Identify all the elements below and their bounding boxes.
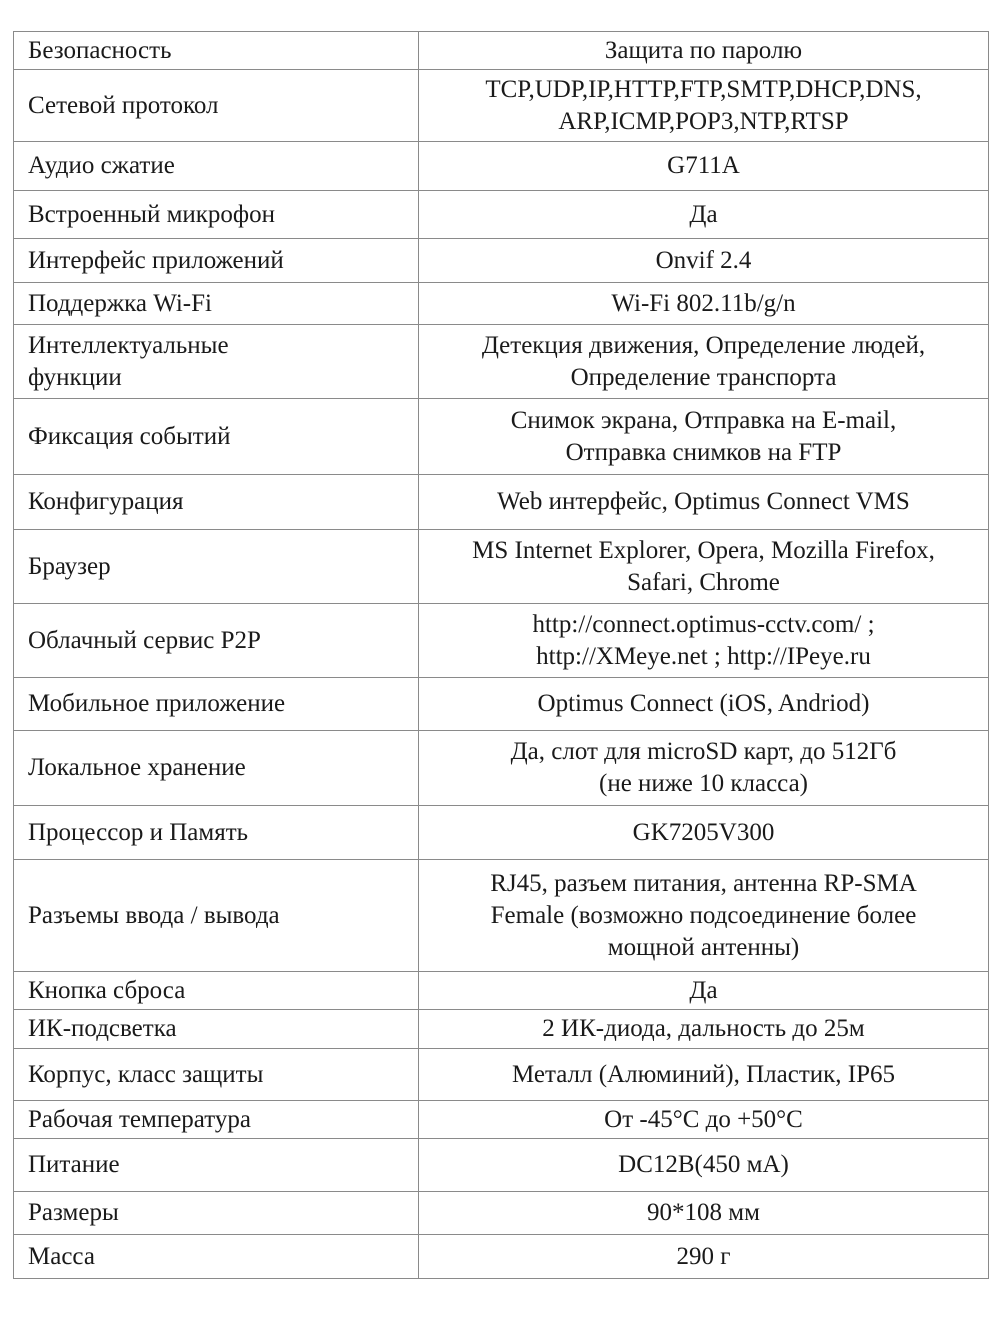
table-row <box>14 604 989 678</box>
row-value <box>419 325 989 399</box>
row-label: Встроенный микрофон <box>14 191 419 239</box>
row-label: Кнопка сброса <box>14 972 419 1010</box>
row-label: Облачный сервис P2P <box>14 604 419 678</box>
row-value-line: (не ниже 10 класса) <box>599 770 808 797</box>
table-row <box>14 325 989 399</box>
table-row <box>14 70 989 142</box>
row-label: Конфигурация <box>14 475 419 530</box>
row-value <box>419 1010 989 1049</box>
row-value <box>419 530 989 604</box>
row-value <box>419 1049 989 1101</box>
row-value-line: Optimus Connect (iOS, Andriod) <box>537 690 870 717</box>
row-label: Фиксация событий <box>14 399 419 475</box>
row-value <box>419 860 989 972</box>
row-value-line: http://connect.optimus-cctv.com/ ; <box>532 610 875 638</box>
row-value <box>419 70 989 142</box>
row-value-line: От -45°С до +50°С <box>604 1105 803 1133</box>
row-value-line: http://XMeye.net ; http://IPeye.ru <box>536 642 871 670</box>
row-label: Размеры <box>14 1192 419 1235</box>
row-value <box>419 32 989 70</box>
table-row <box>14 806 989 860</box>
row-value-line: Отправка снимков на FTP <box>565 438 842 466</box>
row-value-line: MS Internet Explorer, Opera, Mozilla Firefox, <box>472 536 935 564</box>
table-row <box>14 191 989 239</box>
row-value-line: Снимок экрана, Отправка на E-mail, <box>510 406 897 434</box>
row-label: ИК-подсветка <box>14 1010 419 1049</box>
row-value-line: TCP,UDP,IP,HTTP,FTP,SMTP,DHCP,DNS, <box>485 75 922 103</box>
table-row <box>14 530 989 604</box>
table-row <box>14 1235 989 1279</box>
row-value <box>419 239 989 283</box>
row-label: Рабочая температура <box>14 1101 419 1139</box>
table-row <box>14 1049 989 1101</box>
row-label: Интерфейс приложений <box>14 239 419 283</box>
row-value-line: G711A <box>667 152 740 179</box>
row-value-line: Да, слот для microSD карт, до 512Гб <box>510 738 897 765</box>
row-label: Аудио сжатие <box>14 142 419 191</box>
table-row <box>14 1139 989 1192</box>
row-label: Масса <box>14 1235 419 1279</box>
row-label: Корпус, класс защиты <box>14 1049 419 1101</box>
table-row <box>14 475 989 530</box>
row-value-line: Wi-Fi 802.11b/g/n <box>611 289 796 317</box>
row-value-line: Safari, Chrome <box>627 568 780 596</box>
row-value-line: Onvif 2.4 <box>655 246 752 274</box>
table-row <box>14 1192 989 1235</box>
row-value <box>419 1139 989 1192</box>
row-value-line: Определение транспорта <box>570 363 837 391</box>
table-row <box>14 678 989 731</box>
row-value <box>419 1101 989 1139</box>
row-value-line: Web интерфейс, Optimus Connect VMS <box>497 488 910 515</box>
row-value <box>419 972 989 1010</box>
table-row <box>14 860 989 972</box>
row-value <box>419 399 989 475</box>
row-value-line: Да <box>689 200 718 228</box>
row-value <box>419 731 989 806</box>
row-label <box>14 325 419 399</box>
table-row <box>14 239 989 283</box>
row-value-line: Female (возможно подсоединение более <box>490 901 917 929</box>
row-value-line: ARP,ICMP,POP3,NTP,RTSP <box>558 107 849 135</box>
table-row <box>14 972 989 1010</box>
row-value <box>419 475 989 530</box>
row-label: Браузер <box>14 530 419 604</box>
row-value <box>419 678 989 731</box>
row-value <box>419 604 989 678</box>
row-value-line: RJ45, разъем питания, антенна RP-SMA <box>490 869 917 897</box>
row-label: Мобильное приложение <box>14 678 419 731</box>
table-row <box>14 1010 989 1049</box>
row-value-line: DC12В(450 мА) <box>618 1151 789 1178</box>
table-row <box>14 142 989 191</box>
row-value-line: Металл (Алюминий), Пластик, IP65 <box>511 1060 895 1088</box>
row-value-line: мощной антенны) <box>607 933 800 961</box>
row-label: Локальное хранение <box>14 731 419 806</box>
row-label: Поддержка Wi-Fi <box>14 283 419 325</box>
row-value-line: Да <box>689 976 718 1004</box>
row-value-line: GK7205V300 <box>632 818 775 846</box>
table-row <box>14 731 989 806</box>
row-label: Процессор и Память <box>14 806 419 860</box>
spec-table <box>13 31 989 1279</box>
table-row <box>14 283 989 325</box>
table-row <box>14 1101 989 1139</box>
row-label-line: Интеллектуальные <box>28 331 229 359</box>
row-value <box>419 806 989 860</box>
row-label: Безопасность <box>14 32 419 70</box>
row-label: Разъемы ввода / вывода <box>14 860 419 972</box>
row-value-line: Детекция движения, Определение людей, <box>481 331 926 359</box>
table-row <box>14 399 989 475</box>
row-label: Сетевой протокол <box>14 70 419 142</box>
row-value <box>419 191 989 239</box>
row-value <box>419 142 989 191</box>
row-label-line: функции <box>28 363 122 391</box>
row-value-line: 90*108 мм <box>647 1199 760 1226</box>
row-value <box>419 283 989 325</box>
table-row <box>14 32 989 70</box>
row-value-line: Защита по паролю <box>604 36 803 64</box>
row-label: Питание <box>14 1139 419 1192</box>
row-value-line: 290 г <box>676 1242 731 1270</box>
row-value <box>419 1235 989 1279</box>
row-value-line: 2 ИК-диода, дальность до 25м <box>542 1015 865 1042</box>
row-value <box>419 1192 989 1235</box>
